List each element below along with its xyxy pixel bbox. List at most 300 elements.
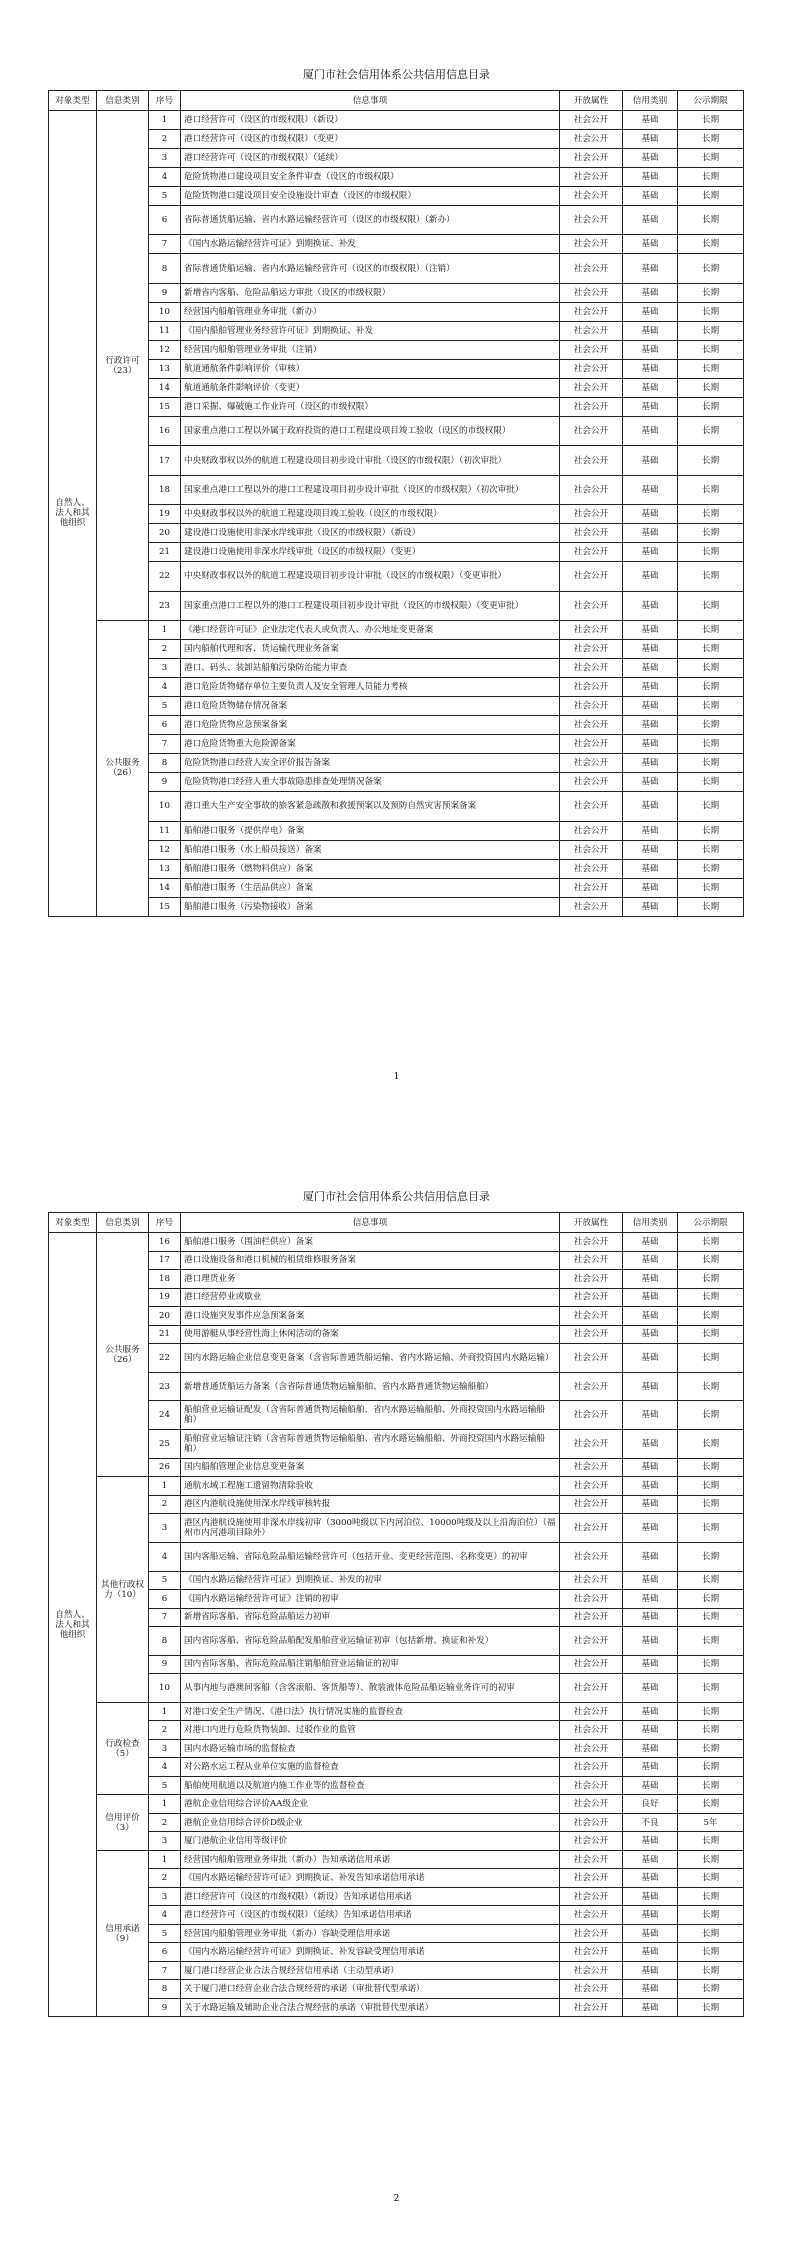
page-title: 厦门市社会信用体系公共信用信息目录	[303, 68, 490, 81]
item-cell: 港口危险货物储存情况备案	[181, 697, 560, 716]
serial-cell: 5	[149, 1924, 181, 1943]
table-row	[49, 640, 744, 659]
credit-type-cell: 基础	[623, 359, 678, 378]
serial-cell: 10	[149, 792, 181, 821]
serial-cell: 20	[149, 1307, 181, 1326]
period-cell: 长期	[678, 283, 744, 302]
period-cell: 长期	[678, 187, 744, 206]
serial-cell: 16	[149, 1233, 181, 1252]
open-attr-cell: 社会公开	[560, 859, 623, 878]
serial-cell: 13	[149, 859, 181, 878]
table-row	[49, 1998, 744, 2017]
credit-type-cell: 基础	[623, 206, 678, 235]
table-row	[49, 1961, 744, 1980]
period-cell: 长期	[678, 206, 744, 235]
item-cell: 国内水路运输市场的监督检查	[181, 1739, 560, 1758]
open-attr-cell: 社会公开	[560, 149, 623, 168]
header-row	[49, 91, 744, 111]
period-cell: 长期	[678, 792, 744, 821]
credit-type-cell: 基础	[623, 475, 678, 504]
table-row	[49, 678, 744, 697]
table-row	[49, 321, 744, 340]
item-cell: 港口经营停业或歇业	[181, 1288, 560, 1307]
open-attr-cell: 社会公开	[560, 1571, 623, 1590]
period-cell: 长期	[678, 640, 744, 659]
page-number: 2	[393, 2194, 400, 2204]
period-cell: 长期	[678, 1961, 744, 1980]
item-cell: 船舶使用航道以及航道内施工作业等的监督检查	[181, 1776, 560, 1795]
open-attr-cell: 社会公开	[560, 678, 623, 697]
open-attr-cell: 社会公开	[560, 1869, 623, 1888]
category-cell: 信用承诺（9）	[97, 1850, 149, 2017]
header-item: 信息事项	[181, 1213, 560, 1233]
credit-type-cell: 基础	[623, 1307, 678, 1326]
table-row	[49, 1514, 744, 1543]
item-cell: 港口、码头、装卸站船舶污染防治能力审查	[181, 659, 560, 678]
table-row	[49, 1674, 744, 1703]
open-attr-cell: 社会公开	[560, 1702, 623, 1721]
serial-cell: 10	[149, 1674, 181, 1703]
table-row	[49, 697, 744, 716]
item-cell: 船舶港口服务（燃物料供应）备案	[181, 859, 560, 878]
item-cell: 厦门港航企业信用等级评价	[181, 1832, 560, 1851]
open-attr-cell: 社会公开	[560, 1998, 623, 2017]
item-cell: 省际普通货船运输、省内水路运输经营许可（设区的市级权限）（注销）	[181, 254, 560, 283]
period-cell: 长期	[678, 1832, 744, 1851]
table-row	[49, 897, 744, 916]
open-attr-cell: 社会公开	[560, 821, 623, 840]
item-cell: 港口经营许可（设区的市级权限）（新设）告知承诺信用承诺	[181, 1887, 560, 1906]
item-cell: 船舶港口服务（生活品供应）备案	[181, 878, 560, 897]
table-row	[49, 1325, 744, 1344]
table-row	[49, 206, 744, 235]
period-cell: 长期	[678, 821, 744, 840]
period-cell: 长期	[678, 1795, 744, 1814]
credit-type-cell: 基础	[623, 1869, 678, 1888]
serial-cell: 1	[149, 1477, 181, 1496]
open-attr-cell: 社会公开	[560, 111, 623, 130]
credit-type-cell: 基础	[623, 1832, 678, 1851]
period-cell: 长期	[678, 1776, 744, 1795]
header-object-type: 对象类型	[49, 91, 97, 111]
period-cell: 长期	[678, 1590, 744, 1609]
open-attr-cell: 社会公开	[560, 505, 623, 524]
serial-cell: 5	[149, 1776, 181, 1795]
credit-type-cell: 基础	[623, 1495, 678, 1514]
open-attr-cell: 社会公开	[560, 1943, 623, 1962]
item-cell: 中央财政事权以外的航道工程建设项目初步设计审批（设区的市级权限）（变更审批）	[181, 562, 560, 591]
open-attr-cell: 社会公开	[560, 878, 623, 897]
open-attr-cell: 社会公开	[560, 1325, 623, 1344]
item-cell: 经营国内船舶管理业务审批（新办）容缺受理信用承诺	[181, 1924, 560, 1943]
item-cell: 港口设施设备和港口机械的租赁维修服务备案	[181, 1251, 560, 1270]
table-row	[49, 397, 744, 416]
credit-type-cell: 基础	[623, 1998, 678, 2017]
credit-type-cell: 基础	[623, 792, 678, 821]
open-attr-cell: 社会公开	[560, 1961, 623, 1980]
serial-cell: 3	[149, 659, 181, 678]
credit-type-cell: 基础	[623, 1776, 678, 1795]
header-object-type: 对象类型	[49, 1213, 97, 1233]
serial-cell: 6	[149, 206, 181, 235]
open-attr-cell: 社会公开	[560, 1980, 623, 1999]
item-cell: 港口危险货物储存单位主要负责人及安全管理人员能力考核	[181, 678, 560, 697]
credit-type-cell: 良好	[623, 1795, 678, 1814]
serial-cell: 14	[149, 378, 181, 397]
open-attr-cell: 社会公开	[560, 1795, 623, 1814]
page-title: 厦门市社会信用体系公共信用信息目录	[303, 1190, 490, 1203]
serial-cell: 9	[149, 1998, 181, 2017]
serial-cell: 19	[149, 505, 181, 524]
credit-type-cell: 基础	[623, 321, 678, 340]
item-cell: 港口危险货物重大危险源备案	[181, 735, 560, 754]
table-row	[49, 1758, 744, 1777]
table-row	[49, 1372, 744, 1401]
serial-cell: 6	[149, 716, 181, 735]
category-cell: 公共服务（26）	[97, 621, 149, 916]
item-cell: 船舶港口服务（水上船员接送）备案	[181, 840, 560, 859]
serial-cell: 21	[149, 1325, 181, 1344]
credit-type-cell: 基础	[623, 235, 678, 254]
open-attr-cell: 社会公开	[560, 1721, 623, 1740]
item-cell: 经营国内船舶管理业务审批（新办）	[181, 302, 560, 321]
serial-cell: 9	[149, 1655, 181, 1674]
item-cell: 港口危险货物应急预案备案	[181, 716, 560, 735]
table-row	[49, 1270, 744, 1289]
item-cell: 船舶港口服务（污染物接收）备案	[181, 897, 560, 916]
open-attr-cell: 社会公开	[560, 1655, 623, 1674]
table-row	[49, 340, 744, 359]
open-attr-cell: 社会公开	[560, 659, 623, 678]
open-attr-cell: 社会公开	[560, 1458, 623, 1477]
credit-type-cell: 基础	[623, 1344, 678, 1373]
table-row	[49, 302, 744, 321]
period-cell: 长期	[678, 397, 744, 416]
period-cell: 长期	[678, 321, 744, 340]
table-row	[49, 562, 744, 591]
period-cell: 长期	[678, 1233, 744, 1252]
serial-cell: 6	[149, 1943, 181, 1962]
item-cell: 中央财政事权以外的航道工程建设项目初步设计审批（设区的市级权限）（初次审批）	[181, 446, 560, 475]
serial-cell: 23	[149, 1372, 181, 1401]
credit-type-cell: 基础	[623, 1627, 678, 1656]
period-cell: 长期	[678, 1924, 744, 1943]
serial-cell: 2	[149, 1869, 181, 1888]
open-attr-cell: 社会公开	[560, 1542, 623, 1571]
table-row	[49, 1906, 744, 1925]
open-attr-cell: 社会公开	[560, 1495, 623, 1514]
category-cell: 行政许可（23）	[97, 111, 149, 621]
serial-cell: 12	[149, 840, 181, 859]
period-cell: 长期	[678, 302, 744, 321]
period-cell: 长期	[678, 254, 744, 283]
period-cell: 长期	[678, 716, 744, 735]
period-cell: 长期	[678, 591, 744, 620]
open-attr-cell: 社会公开	[560, 792, 623, 821]
serial-cell: 19	[149, 1288, 181, 1307]
serial-cell: 1	[149, 1850, 181, 1869]
credit-type-cell: 基础	[623, 1571, 678, 1590]
table-row	[49, 235, 744, 254]
credit-type-cell: 基础	[623, 283, 678, 302]
open-attr-cell: 社会公开	[560, 1372, 623, 1401]
credit-type-cell: 基础	[623, 446, 678, 475]
serial-cell: 20	[149, 524, 181, 543]
object-type-cell: 自然人、法人和其他组织	[49, 111, 97, 917]
serial-cell: 22	[149, 562, 181, 591]
credit-type-cell: 基础	[623, 1288, 678, 1307]
table-row	[49, 859, 744, 878]
credit-type-cell: 基础	[623, 1477, 678, 1496]
serial-cell: 18	[149, 1270, 181, 1289]
period-cell: 长期	[678, 1608, 744, 1627]
period-cell: 长期	[678, 562, 744, 591]
table-row	[49, 1288, 744, 1307]
period-cell: 长期	[678, 773, 744, 792]
item-cell: 港区内港航设施使用深水岸线审核转报	[181, 1495, 560, 1514]
item-cell: 经营国内船舶管理业务审批（新办）告知承诺信用承诺	[181, 1850, 560, 1869]
table-row	[49, 1721, 744, 1740]
period-cell: 长期	[678, 359, 744, 378]
period-cell: 长期	[678, 659, 744, 678]
item-cell: 《港口经营许可证》企业法定代表人或负责人、办公地址变更备案	[181, 621, 560, 640]
header-category: 信息类别	[97, 91, 149, 111]
item-cell: 国内省际客船、省际危险品船注销船舶营业运输证的初审	[181, 1655, 560, 1674]
page-number: 1	[393, 1072, 400, 1082]
serial-cell: 9	[149, 773, 181, 792]
credit-type-cell: 基础	[623, 716, 678, 735]
table-row	[49, 1307, 744, 1326]
period-cell: 长期	[678, 1869, 744, 1888]
serial-cell: 7	[149, 735, 181, 754]
credit-type-cell: 基础	[623, 1980, 678, 1999]
serial-cell: 1	[149, 1795, 181, 1814]
item-cell: 航道通航条件影响评价（变更）	[181, 378, 560, 397]
credit-type-cell: 基础	[623, 397, 678, 416]
open-attr-cell: 社会公开	[560, 359, 623, 378]
header-serial: 序号	[149, 91, 181, 111]
credit-type-cell: 基础	[623, 187, 678, 206]
serial-cell: 2	[149, 1721, 181, 1740]
header-period: 公示期限	[678, 1213, 744, 1233]
item-cell: 对港口内进行危险货物装卸、过驳作业的监管	[181, 1721, 560, 1740]
header-item: 信息事项	[181, 91, 560, 111]
period-cell: 长期	[678, 1980, 744, 1999]
item-cell: 港口理货业务	[181, 1270, 560, 1289]
credit-type-cell: 基础	[623, 1655, 678, 1674]
open-attr-cell: 社会公开	[560, 1758, 623, 1777]
credit-type-cell: 基础	[623, 340, 678, 359]
serial-cell: 2	[149, 1495, 181, 1514]
table-row	[49, 1739, 744, 1758]
table-row	[49, 1943, 744, 1962]
table-row	[49, 446, 744, 475]
table-row	[49, 130, 744, 149]
serial-cell: 8	[149, 754, 181, 773]
table-row	[49, 621, 744, 640]
credit-type-cell: 基础	[623, 302, 678, 321]
serial-cell: 3	[149, 1739, 181, 1758]
period-cell: 长期	[678, 621, 744, 640]
serial-cell: 14	[149, 878, 181, 897]
credit-type-cell: 基础	[623, 659, 678, 678]
period-cell: 长期	[678, 1514, 744, 1543]
serial-cell: 4	[149, 168, 181, 187]
open-attr-cell: 社会公开	[560, 187, 623, 206]
item-cell: 厦门港口经营企业合法合规经营信用承诺（主动型承诺）	[181, 1961, 560, 1980]
open-attr-cell: 社会公开	[560, 302, 623, 321]
table-row	[49, 1869, 744, 1888]
item-cell: 船舶营业运输证注销（含省际普通货物运输船舶、省内水路运输船舶、外商投资国内水路运输船舶）	[181, 1430, 560, 1459]
category-cell: 其他行政权力（10）	[97, 1477, 149, 1703]
credit-type-cell: 不良	[623, 1813, 678, 1832]
open-attr-cell: 社会公开	[560, 1887, 623, 1906]
credit-type-cell: 基础	[623, 1325, 678, 1344]
credit-type-cell: 基础	[623, 621, 678, 640]
item-cell: 从事内地与港澳间客船（含客滚船、客货船等）、散装液体危险品船运输业务许可的初审	[181, 1674, 560, 1703]
serial-cell: 11	[149, 821, 181, 840]
credit-type-cell: 基础	[623, 416, 678, 445]
credit-type-cell: 基础	[623, 678, 678, 697]
period-cell: 5年	[678, 1813, 744, 1832]
open-attr-cell: 社会公开	[560, 1233, 623, 1252]
serial-cell: 15	[149, 397, 181, 416]
item-cell: 港口经营许可（设区的市级权限）（延续）	[181, 149, 560, 168]
credit-type-cell: 基础	[623, 524, 678, 543]
table-row	[49, 1980, 744, 1999]
item-cell: 港口经营许可（设区的市级权限）（延续）告知承诺信用承诺	[181, 1906, 560, 1925]
table-row	[49, 416, 744, 445]
credit-type-cell: 基础	[623, 1401, 678, 1430]
serial-cell: 26	[149, 1458, 181, 1477]
period-cell: 长期	[678, 1674, 744, 1703]
table-row	[49, 1832, 744, 1851]
credit-type-cell: 基础	[623, 378, 678, 397]
period-cell: 长期	[678, 1270, 744, 1289]
header-open-attr: 开放属性	[560, 91, 623, 111]
credit-type-cell: 基础	[623, 1739, 678, 1758]
item-cell: 新增省际客船、省际危险品船运力初审	[181, 1608, 560, 1627]
table-row	[49, 475, 744, 504]
credit-type-cell: 基础	[623, 1887, 678, 1906]
table-row	[49, 1458, 744, 1477]
period-cell: 长期	[678, 378, 744, 397]
serial-cell: 6	[149, 1590, 181, 1609]
period-cell: 长期	[678, 1702, 744, 1721]
serial-cell: 7	[149, 1608, 181, 1627]
open-attr-cell: 社会公开	[560, 697, 623, 716]
item-cell: 国家重点港口工程以外属于政府投资的港口工程建设项目竣工验收（设区的市级权限）	[181, 416, 560, 445]
open-attr-cell: 社会公开	[560, 524, 623, 543]
open-attr-cell: 社会公开	[560, 840, 623, 859]
open-attr-cell: 社会公开	[560, 754, 623, 773]
item-cell: 《国内水路运输经营许可证》到期换证、补发的初审	[181, 1571, 560, 1590]
serial-cell: 4	[149, 1758, 181, 1777]
serial-cell: 8	[149, 254, 181, 283]
credit-type-cell: 基础	[623, 111, 678, 130]
period-cell: 长期	[678, 130, 744, 149]
open-attr-cell: 社会公开	[560, 1776, 623, 1795]
credit-type-cell: 基础	[623, 562, 678, 591]
period-cell: 长期	[678, 446, 744, 475]
open-attr-cell: 社会公开	[560, 254, 623, 283]
open-attr-cell: 社会公开	[560, 621, 623, 640]
item-cell: 港口经营许可（设区的市级权限）（新设）	[181, 111, 560, 130]
item-cell: 省际普通货船运输、省内水路运输经营许可（设区的市级权限）（新办）	[181, 206, 560, 235]
catalog-table	[48, 90, 744, 917]
open-attr-cell: 社会公开	[560, 206, 623, 235]
open-attr-cell: 社会公开	[560, 1674, 623, 1703]
serial-cell: 1	[149, 621, 181, 640]
serial-cell: 3	[149, 149, 181, 168]
period-cell: 长期	[678, 1943, 744, 1962]
item-cell: 对公路水运工程从业单位实施的监督检查	[181, 1758, 560, 1777]
period-cell: 长期	[678, 1430, 744, 1459]
table-row	[49, 1571, 744, 1590]
period-cell: 长期	[678, 149, 744, 168]
period-cell: 长期	[678, 897, 744, 916]
period-cell: 长期	[678, 475, 744, 504]
table-row	[49, 1850, 744, 1869]
item-cell: 《国内水路运输经营许可证》到期换证、补发	[181, 235, 560, 254]
serial-cell: 22	[149, 1344, 181, 1373]
serial-cell: 8	[149, 1627, 181, 1656]
header-credit-type: 信用类别	[623, 1213, 678, 1233]
open-attr-cell: 社会公开	[560, 1813, 623, 1832]
period-cell: 长期	[678, 1458, 744, 1477]
open-attr-cell: 社会公开	[560, 1288, 623, 1307]
table-row	[49, 524, 744, 543]
credit-type-cell: 基础	[623, 1590, 678, 1609]
serial-cell: 1	[149, 1702, 181, 1721]
table-row	[49, 840, 744, 859]
item-cell: 港口重大生产安全事故的旅客紧急疏散和救援预案以及预防自然灾害预案备案	[181, 792, 560, 821]
item-cell: 船舶营业运输证配发（含省际普通货物运输船舶、省内水路运输船舶、外商投资国内水路运输船舶）	[181, 1401, 560, 1430]
item-cell: 船舶港口服务（提供岸电）备案	[181, 821, 560, 840]
serial-cell: 23	[149, 591, 181, 620]
credit-type-cell: 基础	[623, 1674, 678, 1703]
serial-cell: 10	[149, 302, 181, 321]
period-cell: 长期	[678, 1906, 744, 1925]
item-cell: 港口设施突发事件应急预案备案	[181, 1307, 560, 1326]
table-row	[49, 1795, 744, 1814]
table-row	[49, 821, 744, 840]
table-row	[49, 543, 744, 562]
period-cell: 长期	[678, 111, 744, 130]
serial-cell: 5	[149, 697, 181, 716]
item-cell: 关于厦门港口经营企业合法合规经营的承诺（审批替代型承诺）	[181, 1980, 560, 1999]
credit-type-cell: 基础	[623, 1961, 678, 1980]
open-attr-cell: 社会公开	[560, 168, 623, 187]
open-attr-cell: 社会公开	[560, 897, 623, 916]
period-cell: 长期	[678, 543, 744, 562]
table-row	[49, 754, 744, 773]
credit-type-cell: 基础	[623, 130, 678, 149]
serial-cell: 9	[149, 283, 181, 302]
table-row	[49, 1344, 744, 1373]
period-cell: 长期	[678, 1495, 744, 1514]
serial-cell: 5	[149, 1571, 181, 1590]
item-cell: 危险货物港口经营人重大事故隐患排查处理情况备案	[181, 773, 560, 792]
period-cell: 长期	[678, 1721, 744, 1740]
table-row	[49, 773, 744, 792]
open-attr-cell: 社会公开	[560, 773, 623, 792]
header-credit-type: 信用类别	[623, 91, 678, 111]
catalog-table	[48, 1212, 744, 2017]
item-cell: 通航水域工程施工遗留物清除验收	[181, 1477, 560, 1496]
table-row	[49, 1627, 744, 1656]
serial-cell: 4	[149, 678, 181, 697]
